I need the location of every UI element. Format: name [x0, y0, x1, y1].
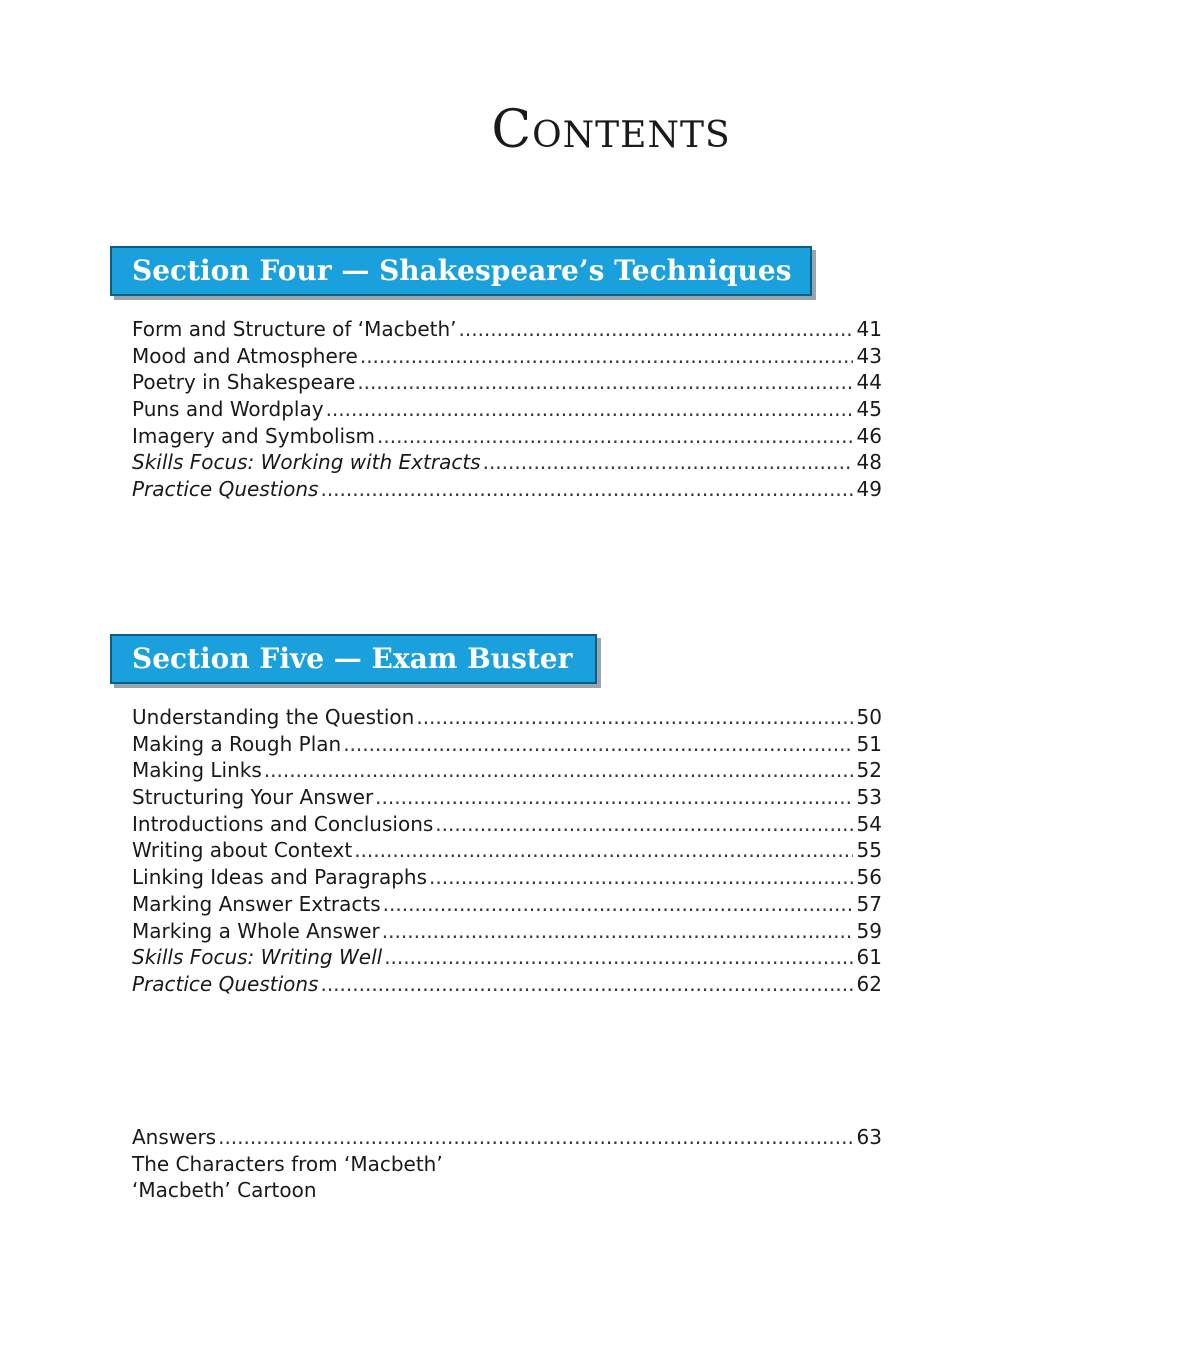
toc-entry[interactable] [132, 837, 882, 864]
dot-leader [375, 784, 852, 811]
toc-entry-page: 52 [856, 758, 882, 783]
dot-leader [435, 811, 852, 838]
toc-entry[interactable] [132, 731, 882, 758]
dot-leader [354, 837, 852, 864]
toc-entry-page: 57 [856, 891, 882, 916]
toc-entry-page: 46 [856, 423, 882, 448]
toc-entry-title: Writing about Context [132, 838, 353, 863]
dot-leader [429, 864, 853, 891]
section-five-toc [132, 704, 882, 998]
section-four-heading: Section Four — Shakespeare’s Techniques [110, 246, 812, 296]
dot-leader [343, 731, 852, 758]
toc-entry[interactable] [132, 864, 882, 891]
page-title: Contents [491, 100, 731, 160]
toc-entry-page: 45 [856, 397, 882, 422]
toc-entry-title: Imagery and Symbolism [132, 423, 375, 448]
dot-leader [360, 343, 853, 370]
toc-entry[interactable] [132, 343, 882, 370]
toc-entry-title: Puns and Wordplay [132, 397, 324, 422]
toc-entry-title: Making a Rough Plan [132, 731, 342, 756]
toc-entry[interactable] [132, 944, 882, 971]
toc-entry-title: Marking a Whole Answer [132, 918, 380, 943]
dot-leader [382, 918, 853, 945]
toc-entry-page: 53 [856, 785, 882, 810]
toc-entry-page: 63 [856, 1125, 882, 1149]
toc-entry[interactable] [132, 891, 882, 918]
toc-entry[interactable] [132, 423, 882, 450]
dot-leader [459, 316, 853, 343]
dot-leader [326, 396, 853, 423]
toc-entry-page: 48 [856, 450, 882, 475]
toc-entry-title: ‘Macbeth’ Cartoon [132, 1178, 317, 1203]
toc-entry[interactable] [132, 316, 882, 343]
toc-entry-page: 61 [856, 945, 882, 970]
dot-leader [377, 423, 853, 450]
toc-entry-title: Skills Focus: Writing Well [132, 945, 383, 970]
toc-entry-page: 43 [856, 343, 882, 368]
dot-leader [218, 1124, 852, 1151]
toc-entry-title: Structuring Your Answer [132, 785, 374, 810]
extras-toc [132, 1124, 882, 1204]
toc-entry-page: 59 [856, 918, 882, 943]
toc-entry[interactable] [132, 918, 882, 945]
toc-entry-page: 55 [856, 838, 882, 863]
toc-entry-page: 56 [856, 865, 882, 890]
toc-entry-page: 54 [856, 811, 882, 836]
toc-entry-page: 44 [856, 370, 882, 395]
toc-entry-title: Practice Questions [132, 971, 319, 996]
toc-entry-page: 62 [856, 971, 882, 996]
toc-entry-title: Poetry in Shakespeare [132, 370, 356, 395]
toc-entry-page: 41 [856, 317, 882, 341]
toc-entry[interactable] [132, 757, 882, 784]
toc-entry[interactable] [132, 369, 882, 396]
dot-leader [320, 971, 852, 998]
toc-entry-page: 49 [856, 477, 882, 502]
toc-entry-title: Skills Focus: Working with Extracts [132, 450, 481, 475]
toc-entry-title: Mood and Atmosphere [132, 343, 358, 368]
toc-entry[interactable] [132, 449, 882, 476]
section-five-heading: Section Five — Exam Buster [110, 634, 597, 684]
toc-entry-page: 50 [856, 705, 882, 729]
toc-entry-page: 51 [856, 731, 882, 756]
toc-entry[interactable] [132, 971, 882, 998]
toc-entry-answers[interactable] [132, 1124, 882, 1151]
toc-entry[interactable] [132, 704, 882, 731]
dot-leader [383, 891, 853, 918]
dot-leader [320, 476, 852, 503]
dot-leader [384, 944, 852, 971]
toc-entry-title: Linking Ideas and Paragraphs [132, 865, 428, 890]
toc-entry-cartoon[interactable] [132, 1177, 882, 1204]
toc-entry[interactable] [132, 396, 882, 423]
dot-leader [264, 757, 853, 784]
toc-entry-title: Answers [132, 1125, 217, 1149]
section-four-toc [132, 316, 882, 503]
toc-entry-title: Making Links [132, 758, 262, 783]
dot-leader [416, 704, 852, 731]
toc-entry-title: The Characters from ‘Macbeth’ [132, 1151, 443, 1176]
toc-entry-title: Introductions and Conclusions [132, 811, 434, 836]
toc-entry-title: Form and Structure of ‘Macbeth’ [132, 317, 457, 341]
toc-entry-title: Understanding the Question [132, 705, 415, 729]
toc-entry-title: Practice Questions [132, 477, 319, 502]
toc-entry-title: Marking Answer Extracts [132, 891, 381, 916]
dot-leader [483, 449, 853, 476]
toc-entry[interactable] [132, 811, 882, 838]
toc-entry[interactable] [132, 476, 882, 503]
toc-entry[interactable] [132, 784, 882, 811]
dot-leader [357, 369, 852, 396]
toc-entry-characters[interactable] [132, 1151, 882, 1178]
